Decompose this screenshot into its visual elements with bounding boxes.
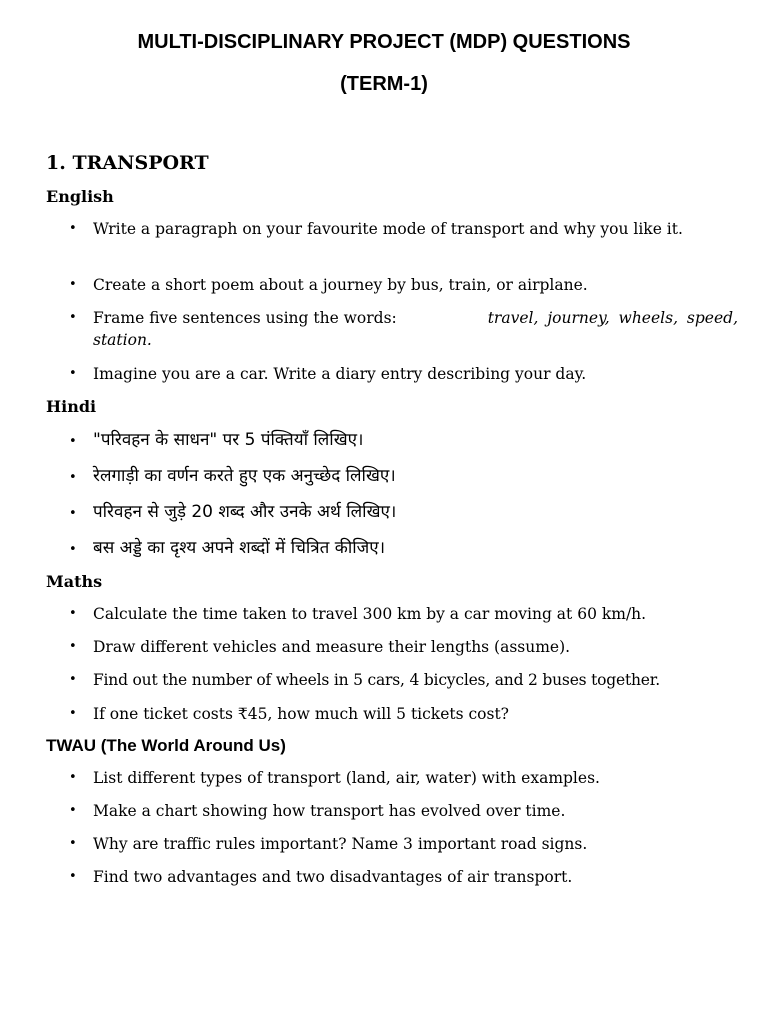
subject-heading-twau: TWAU (The World Around Us) (46, 736, 286, 755)
item-text: Find two advantages and two disadvantages of air transport. (93, 868, 573, 886)
subject-heading-hindi: Hindi (46, 397, 97, 416)
item-text: Frame five sentences using the words: (93, 309, 397, 327)
bullet-icon: • (69, 310, 77, 325)
item-text: परिवहन से जुड़े 20 शब्द और उनके अर्थ लिखिए। (93, 502, 397, 522)
bullet-icon: • (69, 836, 77, 851)
document-term: (TERM-1) (340, 73, 428, 95)
item-text: List different types of transport (land, air, water) with examples. (93, 769, 600, 787)
item-text: बस अड्डे का दृश्य अपने शब्दों में चित्रित कीजिए। (93, 538, 386, 558)
bullet-icon: • (69, 542, 77, 557)
item-text: Create a short poem about a journey by bus, train, or airplane. (93, 276, 588, 294)
bullet-icon: • (69, 803, 77, 818)
bullet-icon: • (69, 672, 77, 687)
bullet-icon: • (69, 606, 77, 621)
bullet-icon: • (69, 639, 77, 654)
bullet-icon: • (69, 770, 77, 785)
bullet-icon: • (69, 221, 77, 236)
item-text: If one ticket costs ₹45, how much will 5 tickets cost? (93, 705, 509, 723)
bullet-icon: • (69, 506, 77, 521)
item-text: रेलगाड़ी का वर्णन करते हुए एक अनुच्छेद लिखिए। (93, 466, 396, 486)
bullet-icon: • (69, 366, 77, 381)
item-text: Calculate the time taken to travel 300 km by a car moving at 60 km/h. (93, 605, 647, 623)
item-text: Find out the number of wheels in 5 cars, 4 bicycles, and 2 buses together. (93, 671, 661, 689)
subject-heading-english: English (46, 187, 114, 206)
item-emphasis: station. (93, 331, 152, 349)
item-text: Imagine you are a car. Write a diary entry describing your day. (93, 365, 587, 383)
item-emphasis: travel, journey, wheels, speed, (487, 309, 738, 327)
bullet-icon: • (69, 869, 77, 884)
item-text-line (93, 307, 738, 329)
document-title: MULTI-DISCIPLINARY PROJECT (MDP) QUESTIONS (137, 31, 631, 53)
bullet-icon: • (69, 277, 77, 292)
item-text: "परिवहन के साधन" पर 5 पंक्तियाँ लिखिए। (93, 430, 364, 450)
bullet-icon: • (69, 470, 77, 485)
item-text-continued (93, 329, 738, 351)
item-text: Why are traffic rules important? Name 3 important road signs. (93, 835, 588, 853)
subject-heading-maths: Maths (46, 572, 103, 591)
item-text: Write a paragraph on your favourite mode of transport and why you like it. (93, 220, 683, 238)
item-text: Make a chart showing how transport has evolved over time. (93, 802, 566, 820)
bullet-icon: • (69, 434, 77, 449)
section-heading: 1. TRANSPORT (46, 152, 209, 174)
bullet-icon: • (69, 706, 77, 721)
item-text: Draw different vehicles and measure their lengths (assume). (93, 638, 571, 656)
